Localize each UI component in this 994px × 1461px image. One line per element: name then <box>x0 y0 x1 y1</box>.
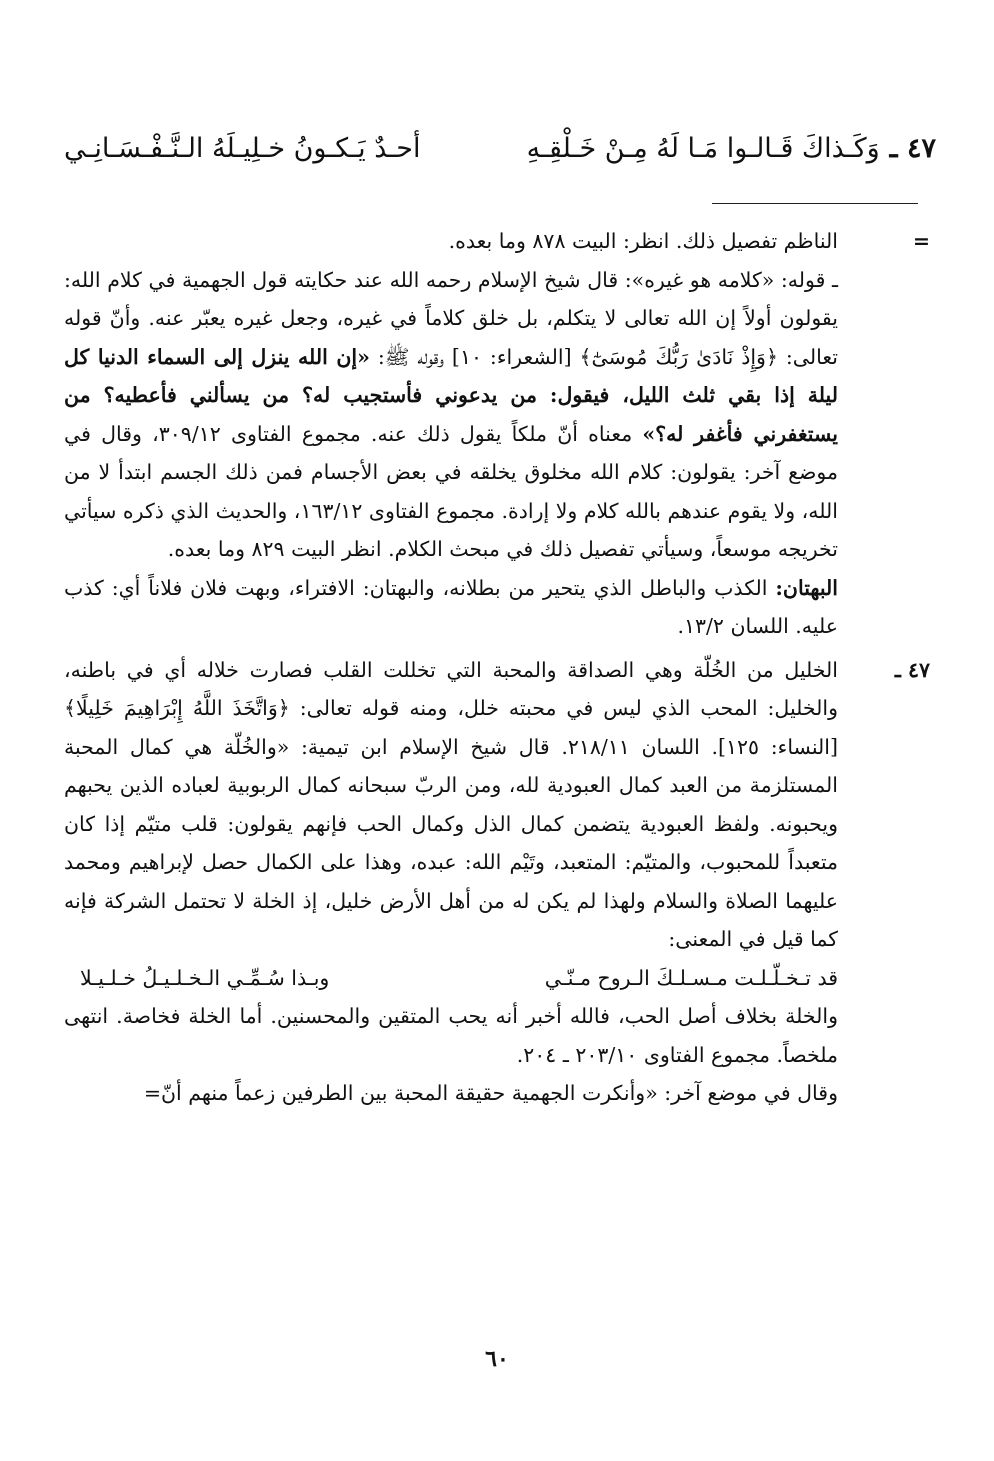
verse-number: ٤٧ ـ <box>889 132 936 164</box>
kalam-text-start: ـ قوله: «كلامه هو غيره»: قال شيخ الإسلام رحمه الله عند حكايته قول الجهمية في كلام الله: يقولون أولاً إن الله تعالى لا يتكلم، بل خلق كلاماً في غيره، وجعل غيره يعبّر عنه. وأنّ قوله تعالى: ﴿وَإِذْ نَادَىٰ رَبُّكَ مُوسَىٰٓ﴾ [الشعراء: ١٠] وقوله ﷺ: <box>64 267 838 369</box>
footnote-47 <box>64 651 930 1113</box>
buhtan-term: البهتان: <box>775 575 838 600</box>
footnote-line: الناظم تفصيل ذلك. انظر: البيت ٨٧٨ وما بعده. <box>448 229 838 253</box>
quoted-poem-line <box>64 959 838 998</box>
buhtan-paragraph <box>64 569 838 646</box>
footnote-number: ٤٧ ـ <box>894 657 930 682</box>
poem-right-hemistich: قد تـخـلّـلـت مـسـلـكَ الـروح مـنّـي <box>544 965 838 990</box>
hadith-quote: «إن الله ينزل إلى السماء الدنيا كل ليلة إذا بقي ثلث الليل، فيقول: من يدعوني فأستجيب له؟ من يسألني فأعطيه؟ من يستغفرني فأغفر له؟» <box>64 344 838 446</box>
buhtan-definition: الكذب والباطل الذي يتحير من بطلانه، والبهتان: الافتراء، وبهت فلان فلاناً أي: كذب عليه. اللسان ١٣/٢. <box>64 575 838 638</box>
footnote-continuation <box>64 222 930 646</box>
kalam-paragraph <box>64 261 838 569</box>
verse-right-hemistich: وَكَـذاكَ قَـالـوا مَـا لَهُ مِـنْ خَـلْقِـهِ <box>526 132 880 164</box>
poem-verse <box>64 118 936 178</box>
kalam-text-end: معناه أنّ ملكاً يقول ذلك عنه. مجموع الفتاوى ٣٠٩/١٢، وقال في موضع آخر: يقولون: كلام الله مخلوق يخلقه في بعض الأجسام فمن ذلك الجسم ابتدأ لا من الله، ولا يقوم عندهم بالله كلام ولا إرادة. مجموع الفتاوى ١٦٣/١٢، والحديث الذي ذكره سيأتي تخريجه موسعاً، وسيأتي تفصيل ذلك في مبحث الكلام. انظر البيت ٨٢٩ وما بعده. <box>63 421 838 561</box>
footnote-separator <box>712 203 918 204</box>
verse-left-hemistich: أحـدٌ يَـكـونُ خـلِيـلَهُ الـنَّـفْـسَـانِـي <box>64 132 421 164</box>
verse-right-half <box>527 133 936 164</box>
continuation-marker: = <box>912 229 930 253</box>
jahmiyya-paragraph: وقال في موضع آخر: «وأنكرت الجهمية حقيقة المحبة بين الطرفين زعماً منهم أنّ= <box>143 1081 838 1105</box>
khullah-paragraph: والخلة بخلاف أصل الحب، فالله أخبر أنه يحب المتقين والمحسنين. أما الخلة فخاصة. انتهى ملخصاً. مجموع الفتاوى ٢٠٣/١٠ ـ ٢٠٤. <box>64 1004 838 1067</box>
footnotes <box>64 222 930 1113</box>
poem-left-hemistich: وبـذا سُـمِّـي الـخـلـيـلُ خـلـيـلا <box>80 965 330 990</box>
page-number: ٦٠ <box>485 1346 509 1372</box>
khalil-paragraph: الخليل من الخُلّة وهي الصداقة والمحبة التي تخللت القلب فصارت خلاله أي في باطنه، والخليل: المحب الذي ليس في محبته خلل، ومنه قوله تعالى: ﴿وَاتَّخَذَ اللَّهُ إِبْرَاهِيمَ خَلِيلًا﴾ [النساء: ١٢٥]. اللسان ٢١٨/١١. قال شيخ الإسلام ابن تيمية: «والخُلّة هي كمال المحبة المستلزمة من العبد كمال العبودية لله، ومن الربّ سبحانه كمال الربوبية لعباده الذين يحبهم ويحبونه. ولفظ العبودية يتضمن كمال الذل وكمال الحب فإنهم يقولون: قلب متيّم إذا كان متعبداً للمحبوب، والمتيّم: المتعبد، وتَيْم الله: عبده، وهذا على الكمال حصل لإبراهيم ومحمد عليهما الصلاة والسلام ولهذا لم يكن له من أهل الأرض خليل، إذ الخلة لا تحتمل الشركة فإنه كما قيل في المعنى: <box>64 657 838 951</box>
